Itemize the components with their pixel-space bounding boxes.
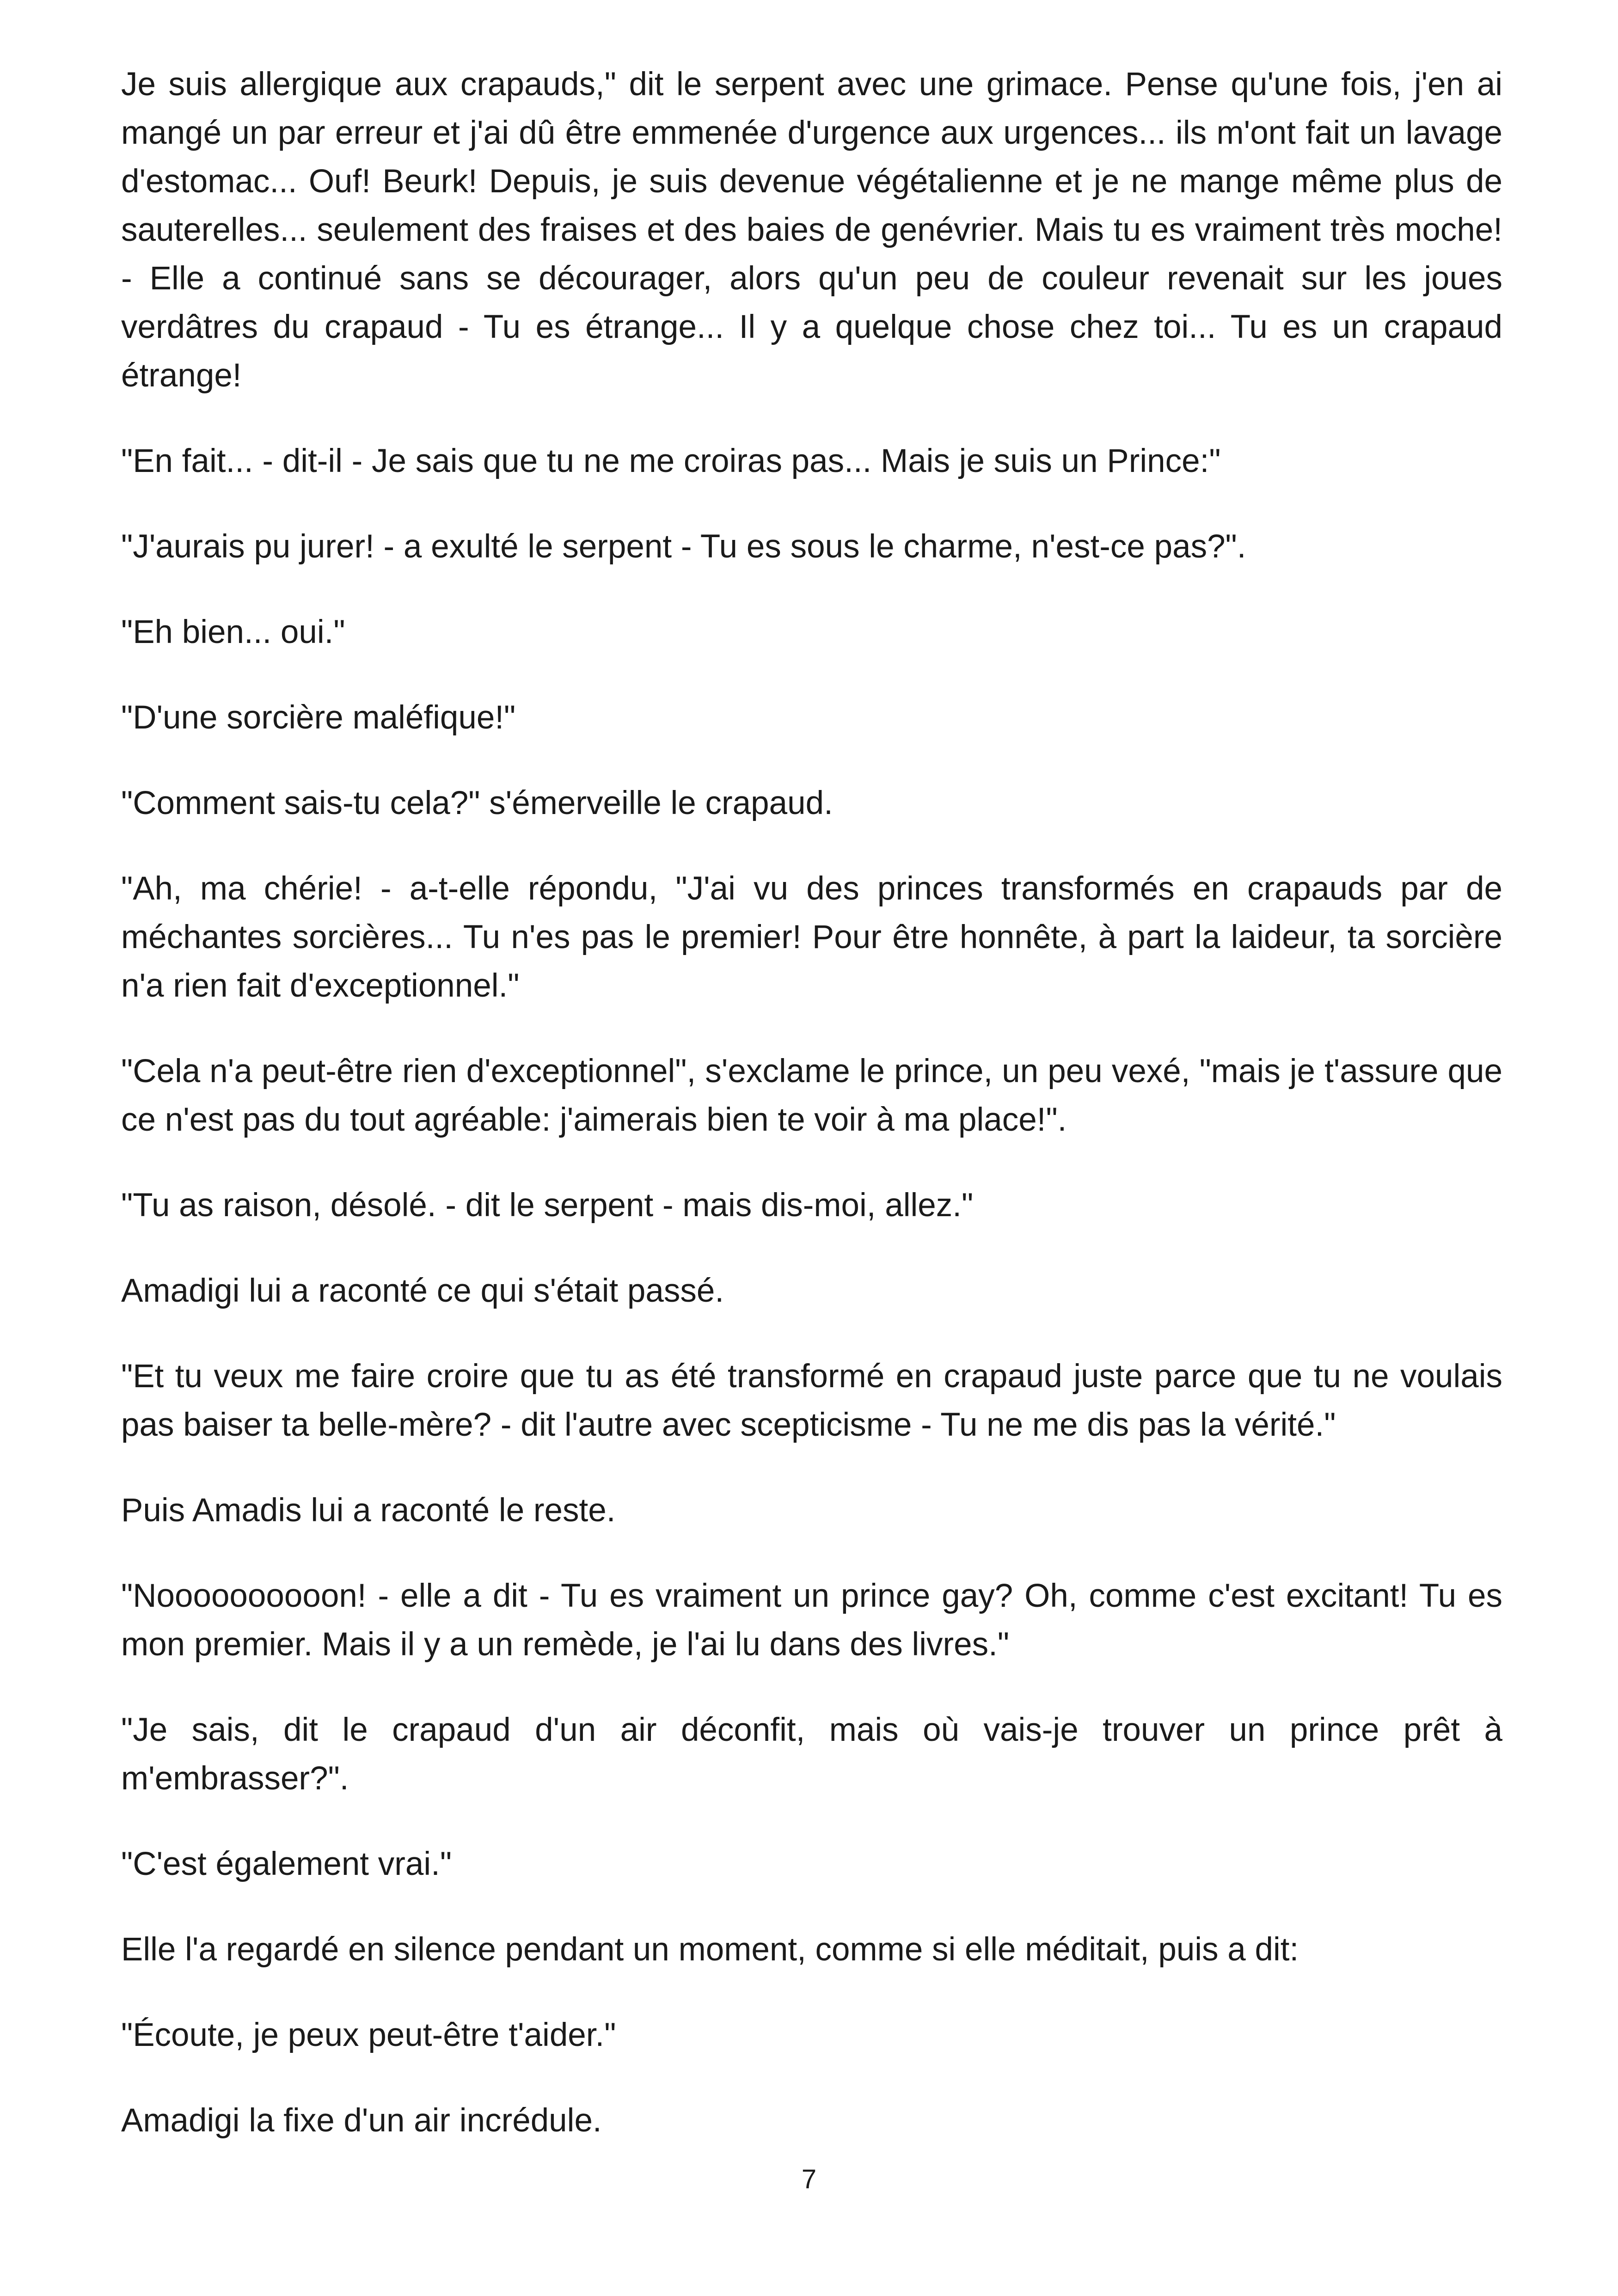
paragraph: "C'est également vrai.": [121, 1846, 452, 1882]
paragraph: "Écoute, je peux peut-être t'aider.": [121, 2017, 616, 2053]
paragraph: Amadigi la fixe d'un air incrédule.: [121, 2102, 602, 2139]
paragraph: "Eh bien... oui.": [121, 614, 345, 650]
paragraph: "D'une sorcière maléfique!": [121, 699, 516, 736]
paragraph: "Cela n'a peut-être rien d'exceptionnel", s'exclame le prince, un peu vexé, "mais je t'assure que ce n'est pas du tout agréable: j'aimerais bien te voir à ma place!".: [121, 1053, 1502, 1138]
paragraph: Puis Amadis lui a raconté le reste.: [121, 1492, 616, 1529]
body-text: [121, 60, 1502, 2182]
paragraph: "Ah, ma chérie! - a-t-elle répondu, "J'ai vu des princes transformés en crapauds par de méchantes sorcières... Tu n'es pas le premier! Pour être honnête, à part la laideur, ta sorcière n'a rien fait d'exceptionnel.": [121, 870, 1502, 1004]
paragraph: Je suis allergique aux crapauds," dit le serpent avec une grimace. Pense qu'une fois, j'en ai mangé un par erreur et j'ai dû être emmenée d'urgence aux urgences... ils m'ont fait un lavage d'estomac... Ouf! Beurk! Depuis, je suis devenue végétalienne et je ne mange même plus de sauterelles... seulement des fraises et des baies de genévrier. Mais tu es vraiment très moche! - Elle a continué sans se décourager, alors qu'un peu de couleur revenait sur les joues verdâtres du crapaud - Tu es étrange... Il y a quelque chose chez toi... Tu es un crapaud étrange!: [121, 66, 1502, 394]
paragraph: "Noooooooooon! - elle a dit - Tu es vraiment un prince gay? Oh, comme c'est excitant! Tu es mon premier. Mais il y a un remède, je l'ai lu dans des livres.": [121, 1578, 1502, 1663]
paragraph: "Tu as raison, désolé. - dit le serpent - mais dis-moi, allez.": [121, 1187, 974, 1224]
paragraph: Amadigi lui a raconté ce qui s'était passé.: [121, 1273, 724, 1309]
paragraph: "Comment sais-tu cela?" s'émerveille le crapaud.: [121, 785, 833, 821]
paragraph: "J'aurais pu jurer! - a exulté le serpent - Tu es sous le charme, n'est-ce pas?".: [121, 528, 1246, 565]
paragraph: "Je sais, dit le crapaud d'un air déconfit, mais où vais-je trouver un prince prêt à m'embrasser?".: [121, 1712, 1502, 1797]
paragraph: "Et tu veux me faire croire que tu as été transformé en crapaud juste parce que tu ne voulais pas baiser ta belle-mère? - dit l'autre avec scepticisme - Tu ne me dis pas la vérité.": [121, 1358, 1502, 1443]
paragraph: "En fait... - dit-il - Je sais que tu ne me croiras pas... Mais je suis un Prince:": [121, 443, 1221, 479]
page-number: 7: [801, 2164, 817, 2194]
paragraph: Elle l'a regardé en silence pendant un moment, comme si elle méditait, puis a dit:: [121, 1931, 1299, 1968]
